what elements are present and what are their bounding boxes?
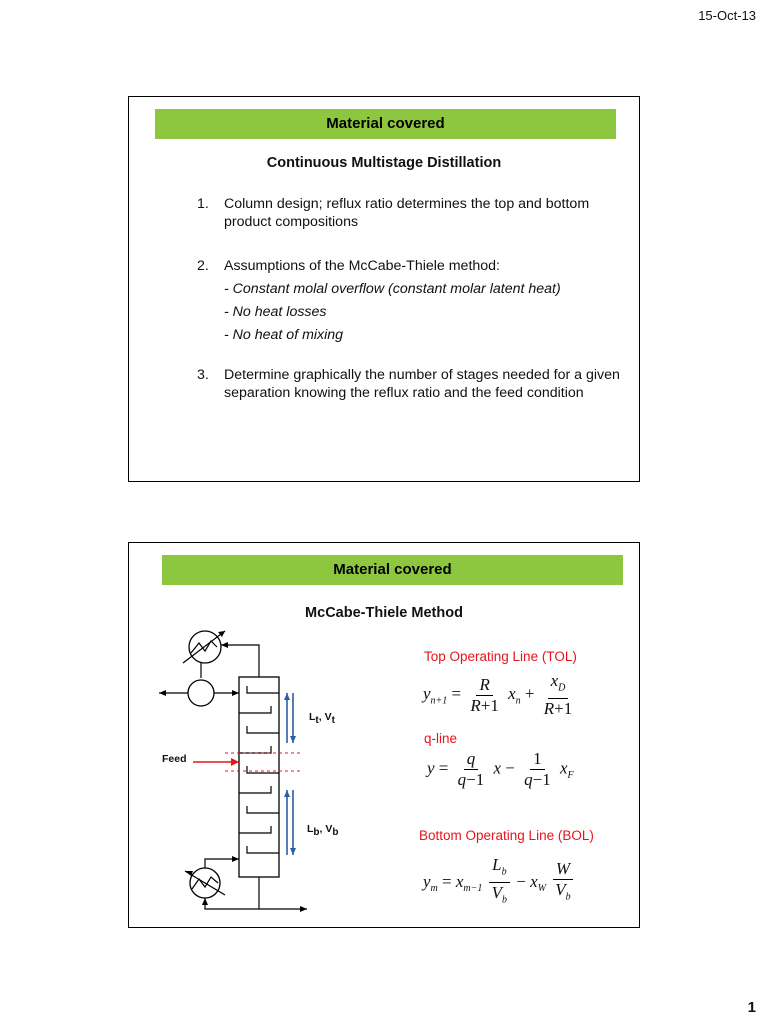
- list-item: [197, 195, 627, 231]
- bol-equation: $y_m = x_{m-1}$ $\frac{L_b}{V_b}$ − $x_W$ $\frac{W}{V_b}$: [423, 855, 576, 911]
- column-shell: [239, 677, 279, 877]
- qline-equation: y = $\frac{q}{q-1}$ x − $\frac{1}{q-1}$ $x_F$: [427, 749, 574, 789]
- qline-label: q-line: [424, 731, 458, 746]
- slide-material-covered-2: [128, 542, 640, 928]
- overhead-vapor-line: [221, 645, 259, 677]
- page-date: 15-Oct-13: [698, 8, 756, 23]
- slide-subtitle: McCabe-Thiele Method: [305, 605, 463, 621]
- topic-list: [197, 195, 627, 402]
- slide-header: Material covered: [162, 555, 623, 585]
- list-number: 3.: [197, 367, 209, 383]
- slide-material-covered-1: [128, 96, 640, 482]
- reboiler-icon: [185, 868, 225, 898]
- reflux-drum-icon: [188, 680, 214, 706]
- page-number: 1: [747, 999, 756, 1016]
- condenser-icon: [183, 631, 225, 663]
- feed-label: Feed: [162, 753, 187, 765]
- tol-equation: $y_{n+1}$ = $\frac{R}{R+1}$ $x_n$ + $\frac{x_D}{R+1}$: [423, 671, 573, 719]
- bottom-flow-label: $L_b$, $V_b$: [307, 823, 339, 839]
- list-item: [197, 366, 627, 402]
- distillation-column-diagram: [129, 543, 429, 929]
- tol-label: Top Operating Line (TOL): [424, 649, 577, 664]
- column-trays: [239, 686, 279, 853]
- top-flow-label: $L_t$, $V_t$: [309, 711, 335, 727]
- list-item: [197, 257, 627, 344]
- bottom-flow-arrows: [287, 790, 293, 855]
- list-number: 2.: [197, 258, 209, 274]
- list-number: 1.: [197, 196, 209, 212]
- slide-header: Material covered: [155, 109, 616, 139]
- list-text: Assumptions of the McCabe-Thiele method:: [224, 258, 500, 274]
- list-text: Determine graphically the number of stages needed for a given separation knowing the reflux ratio and the feed condition: [224, 367, 620, 401]
- top-flow-arrows: [287, 693, 293, 743]
- bol-label: Bottom Operating Line (BOL): [419, 828, 594, 843]
- list-text: Column design; reflux ratio determines the top and bottom product compositions: [224, 196, 590, 230]
- assumption-item: - Constant molal overflow (constant molar latent heat): [224, 281, 561, 297]
- assumption-item: - No heat losses: [224, 304, 327, 320]
- slide-subtitle: Continuous Multistage Distillation: [266, 155, 502, 171]
- assumption-item: - No heat of mixing: [224, 327, 344, 343]
